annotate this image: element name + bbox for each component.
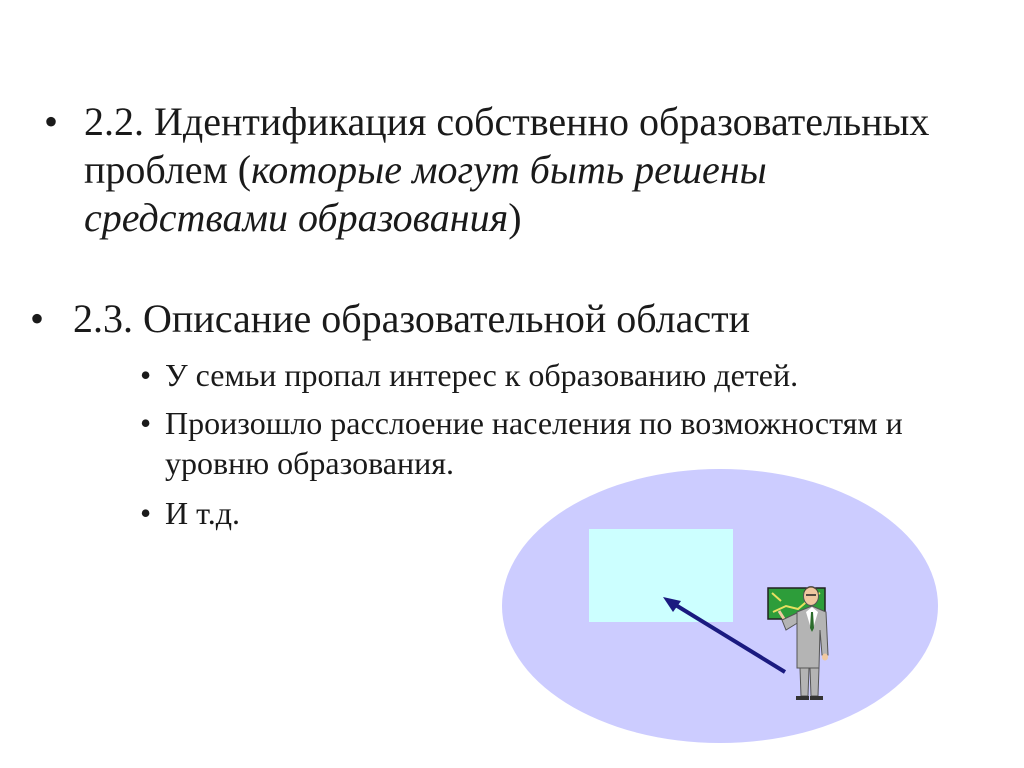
bullet-marker: • [30, 296, 45, 341]
bullet-text-2-3: 2.3. Описание образовательной области [73, 296, 750, 341]
sub-bullet-text: У семьи пропал интерес к образованию детей. [165, 357, 799, 393]
blank-screen-box [589, 529, 733, 622]
sub-bullet-marker: • [140, 495, 152, 531]
bullet-2-2-italic: которые могут быть решены средствами образования [84, 147, 767, 240]
sub-bullet-marker: • [140, 357, 152, 393]
bullet-2-2-suffix: ) [508, 195, 522, 240]
sub-bullet-text: Произошло расслоение населения по возможностям и уровню образования. [165, 405, 903, 481]
sub-bullet-marker: • [140, 405, 152, 441]
sub-bullet-text: И т.д. [165, 495, 240, 531]
bullet-marker: • [44, 99, 59, 144]
bullet-2-2-prefix: 2.2. Идентификация собственно образовательных проблем ( [84, 99, 930, 192]
